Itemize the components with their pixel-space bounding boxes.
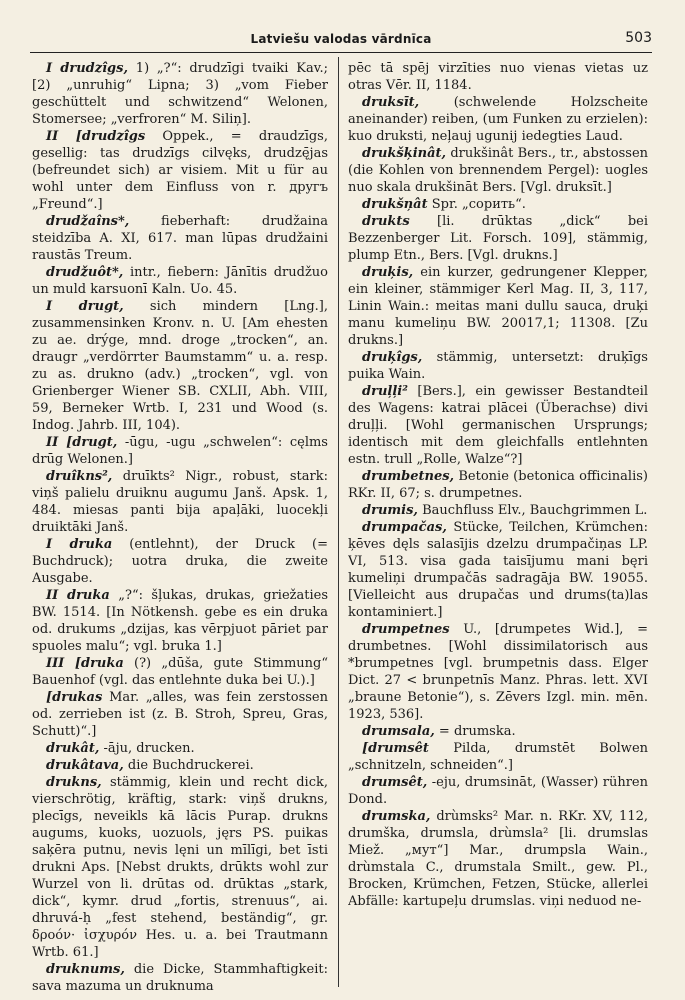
dictionary-entry xyxy=(32,774,328,961)
entry-body: fieberhaft: drudžaina steidzība A. XI, 617. man lūpas drudžaini raustās Treum. xyxy=(32,214,328,263)
entry-headword: drukns, xyxy=(46,775,102,790)
entry-headword: drumpetnes xyxy=(362,622,450,637)
entry-body: Pilda, drumstēt Bolwen „schnitzeln, schneiden“.] xyxy=(348,741,648,773)
dictionary-entry xyxy=(32,213,328,264)
column-divider xyxy=(338,57,339,987)
entry-body: Stücke, Teilchen, Krümchen: ķēves dęls salasījis dzelzu drumpačiņas LP. VI, 513. visa gada taisījumu mani bęri kumeliņi drumpačās sadragāja BW. 19055. [Vielleicht aus drupačas und drums(ta)las kontaminiert.] xyxy=(348,520,648,620)
entry-headword: drukšķinât, xyxy=(362,146,447,161)
dictionary-entry xyxy=(32,757,328,774)
entry-headword: I drugt, xyxy=(46,299,124,314)
dictionary-entry xyxy=(348,723,648,740)
entry-body: Bauchfluss Elv., Bauchgrimmen L. xyxy=(422,503,648,518)
dictionary-entry xyxy=(32,434,328,468)
entry-headword: drukât, xyxy=(46,741,100,756)
dictionary-entry xyxy=(32,264,328,298)
entry-body: die Dicke, Stammhaftigkeit: sava mazuma un druknuma xyxy=(32,962,328,994)
entry-headword: I druka xyxy=(46,537,113,552)
dictionary-entry xyxy=(32,587,328,655)
entry-headword: druļļi² xyxy=(362,384,408,399)
dictionary-entry xyxy=(348,519,648,621)
dictionary-entry xyxy=(32,536,328,587)
entry-headword: drumbetnes, xyxy=(362,469,455,484)
entry-headword: [drumsêt xyxy=(362,741,429,756)
entry-body: [li. drūktas „dick“ bei Bezzenberger Lit. Forsch. 109], stämmig, plump Etn., Bers. [Vgl. drukns.] xyxy=(348,214,648,263)
entry-body: -eju, drumsināt, (Wasser) rühren Dond. xyxy=(348,775,648,807)
entry-body: -ūgu, -ugu „schwelen“: cęlms drūg Welonen.] xyxy=(32,435,328,467)
entry-body: 1) „?“: drudzīgi tvaiki Kav.; [2) „unruhig“ Lipna; 3) „vom Fieber geschüttelt und schwitzend“ Welonen, Stomersee; „verfroren“ M. Siliņ]. xyxy=(32,61,328,127)
dictionary-entry xyxy=(348,349,648,383)
dictionary-entry xyxy=(32,655,328,689)
page-number: 503 xyxy=(625,30,652,46)
dictionary-entry xyxy=(348,468,648,502)
dictionary-entry xyxy=(32,60,328,128)
dictionary-entry xyxy=(348,502,648,519)
entry-body: druīkts² Nigr., robust, stark: viņš palielu druiknu augumu Janš. Apsk. 1, 484. miesas panti bija apaļāki, luocekļi druiktāki Janš. xyxy=(32,469,328,535)
entry-headword: III [druka xyxy=(46,656,124,671)
dictionary-entry xyxy=(32,298,328,434)
entry-body: intr., fiebern: Jānītis drudžuo un muld karsuonī Kaln. Uo. 45. xyxy=(32,265,328,297)
entry-body: stämmig, untersetzt: druķīgs puika Wain. xyxy=(348,350,648,382)
left-column xyxy=(32,60,328,995)
dictionary-entry xyxy=(348,196,648,213)
entry-body: drukšinât Bers., tr., abstossen (die Kohlen von brennendem Pergel): uogles nuo skala drukšināt Bers. [Vgl. druksīt.] xyxy=(348,146,648,195)
entry-headword: [drukas xyxy=(46,690,103,705)
entry-headword: drukšņât xyxy=(362,197,428,212)
entry-headword: druķîgs, xyxy=(362,350,423,365)
dictionary-entry xyxy=(348,383,648,468)
entry-body: (schwelende Holzscheite aneinander) reiben, (um Funken zu erzielen): kuo druksti, neļauj ugunij iedegties Laud. xyxy=(348,95,648,144)
dictionary-entry xyxy=(348,213,648,264)
entry-body: [Bers.], ein gewisser Bestandteil des Wagens: katrai plācei (Überachse) divi druļļi. [Wohl germanischen Ursprungs; identisch mit dem gleichfalls entlehnten estn. trull „Rolle, Walze“?] xyxy=(348,384,648,467)
dictionary-entry xyxy=(348,264,648,349)
header-rule xyxy=(30,52,652,53)
entry-headword: druķis, xyxy=(362,265,414,280)
entry-body: U., [drumpetes Wid.], = drumbetnes. [Wohl dissimilatorisch aus *brumpetnes [vgl. brumpetnis dass. Elger Dict. 27 < brunpetnīs Manz. Phras. lett. XVI „braune Betonie“), s. Zēvers Izgl. min. mēn. 1923, 536]. xyxy=(348,622,648,722)
dictionary-entry xyxy=(348,774,648,808)
dictionary-entry xyxy=(32,740,328,757)
dictionary-entry xyxy=(348,621,648,723)
entry-body: (entlehnt), der Druck (= Buchdruck); uotra druka, die zweite Ausgabe. xyxy=(32,537,328,586)
entry-body: (?) „dūša, gute Stimmung“ Bauenhof (vgl. das entlehnte duka bei U.).] xyxy=(32,656,328,688)
entry-body: Betonie (betonica officinalis) RKr. II, 67; s. drumpetnes. xyxy=(348,469,648,501)
entry-body: -āju, drucken. xyxy=(103,741,195,756)
entry-headword: drumsala, xyxy=(362,724,435,739)
entry-headword: drudžuôt*, xyxy=(46,265,124,280)
entry-headword: II [drugt, xyxy=(46,435,118,450)
dictionary-entry xyxy=(348,740,648,774)
entry-body: sich mindern [Lng.], zusammensinken Kronv. n. U. [Am ehesten zu ae. drýge, mnd. droge „trocken“, an. draugr „verdörrter Baumstamm“ u. a. resp. zu as. drukno (adv.) „trocken“, vgl. von Grienberger Wiener SB. CXLII, Abh. VIII, 59, Berneker Wrtb. I, 231 und Wood (s. Indog. Jahrb. III, 104). xyxy=(32,299,328,433)
entry-body: „?“: šļukas, drukas, griežaties BW. 1514. [In Nötkensh. gebe es ein druka od. drukums „dzijas, kas vērpjuot pāriet par spuoles malu“; vgl. bruka 1.] xyxy=(32,588,328,654)
entry-body: Mar. „alles, was fein zerstossen od. zerrieben ist (z. B. Stroh, Spreu, Gras, Schutt)“.] xyxy=(32,690,328,739)
dictionary-entry xyxy=(348,808,648,910)
entry-body: Oppek., = draudzīgs, gesellig: tas drudzīgs cilvęks, drudzę̄jas (befreundet sich) ar visiem. Mit u für au wohl unter dem Einfluss von r. дрyгъ „Freund“.] xyxy=(32,129,328,212)
entry-headword: druksīt, xyxy=(362,95,420,110)
dictionary-entry xyxy=(32,961,328,995)
entry-headword: I drudzîgs, xyxy=(46,61,128,76)
entry-headword: drukâtava, xyxy=(46,758,124,773)
entry-headword: drumsêt, xyxy=(362,775,428,790)
page-header xyxy=(30,28,652,50)
entry-body: = drumska. xyxy=(438,724,516,739)
dictionary-entry xyxy=(32,689,328,740)
entry-body: drùmsks² Mar. n. RKr. XV, 112, drumška, drumsla, drùmsla² [li. drumslas Miež. „мут“] Mar., drumpsla Wain., drùmstala C., drumstala Smilt., gew. Pl., Brocken, Krümchen, Fetzen, Stücke, allerlei Abfälle: kartupeļu drumslas. viņi neduod ne- xyxy=(348,809,648,909)
entry-body: ein kurzer, gedrungener Klepper, ein kleiner, stämmiger Kerl Mag. II, 3, 117, Linin Wain.: meitas mani dullu sauca, druķi manu kumeliņu BW. 20017,1; 11308. [Zu drukns.] xyxy=(348,265,648,348)
entry-headword: druknums, xyxy=(46,962,125,977)
page-title: Latviešu valodas vārdnīca xyxy=(250,32,432,46)
entry-headword: II [drudzîgs xyxy=(46,129,146,144)
dictionary-entry xyxy=(32,128,328,213)
dictionary-entry xyxy=(348,94,648,145)
entry-body: pēc tā spēj virzīties nuo vienas vietas uz otras Vēr. II, 1184. xyxy=(348,61,648,93)
entry-headword: drumpačas, xyxy=(362,520,447,535)
entry-headword: II druka xyxy=(46,588,110,603)
entry-headword: drukts xyxy=(362,214,410,229)
entry-headword: drumis, xyxy=(362,503,418,518)
right-column xyxy=(348,60,648,995)
entry-headword: drumska, xyxy=(362,809,431,824)
dictionary-entry xyxy=(348,145,648,196)
dictionary-entry xyxy=(32,468,328,536)
entry-headword: drudžaîns*, xyxy=(46,214,130,229)
entry-body: die Buchdruckerei. xyxy=(127,758,254,773)
entry-body: stämmig, klein und recht dick, vierschrötig, kräftig, stark: viņš drukns, plecīgs, neveikls kā lācis Purap. drukns augums, kuoks, uozuols, jęrs PS. puikas saķēra putnu, nevis lęni un mīlīgi, bet īsti drukni Aps. [Nebst drukts, drūkts wohl zur Wurzel von li. drūtas od. drūktas „stark, dick“, kymr. drud „fortis, strenuus“, ai. dhruvá-ḥ „fest stehend, beständig“, gr. δροόν· ἰσχυρόν Hes. u. a. bei Trautmann Wrtb. 61.] xyxy=(32,775,328,960)
entry-body: Spr. „сорить“. xyxy=(431,197,526,212)
dictionary-entry xyxy=(348,60,648,94)
entry-headword: druîkns², xyxy=(46,469,113,484)
